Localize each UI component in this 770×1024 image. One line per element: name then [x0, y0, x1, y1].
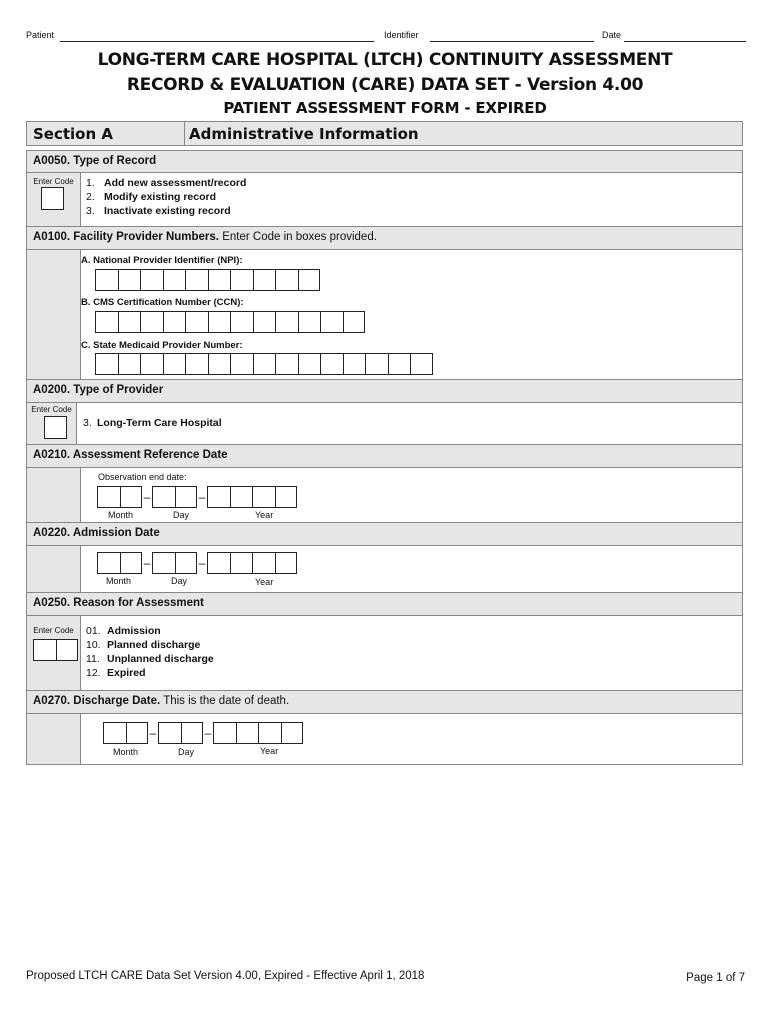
a0050-heading: A0050. Type of Record: [26, 150, 743, 173]
a0100-body: [26, 250, 743, 380]
form-title-line2: RECORD & EVALUATION (CARE) DATA SET - Version 4.00: [126, 75, 644, 95]
section-name: Administrative Information: [189, 125, 419, 143]
npi-input[interactable]: [95, 269, 320, 291]
a0200-body: [26, 403, 743, 445]
a0220-date-input[interactable]: – –: [97, 552, 297, 574]
a0210-heading: A0210. Assessment Reference Date: [26, 445, 743, 468]
a0250-option: 10. Planned discharge: [86, 639, 201, 651]
medicaid-label: C. State Medicaid Provider Number:: [81, 340, 243, 351]
patient-field[interactable]: [60, 41, 374, 42]
a0050-code-col: [27, 173, 81, 226]
a0050-option: 1. Add new assessment/record: [86, 177, 247, 189]
ccn-input[interactable]: [95, 311, 365, 333]
npi-label: A. National Provider Identifier (NPI):: [81, 255, 243, 266]
a0250-code-col: [27, 616, 81, 690]
a0220-date: [81, 546, 742, 592]
identifier-field[interactable]: [430, 41, 594, 42]
page-number: Page 1 of 7: [686, 972, 745, 984]
a0270-heading: A0270. Discharge Date. This is the date of death.: [26, 691, 743, 714]
a0100-fields: [81, 250, 742, 379]
date-field[interactable]: [624, 41, 746, 42]
day-label: Day: [178, 747, 195, 757]
a0050-options: [81, 173, 742, 226]
a0250-heading: A0250. Reason for Assessment: [26, 593, 743, 616]
a0050-body: [26, 173, 743, 227]
ccn-label: B. CMS Certification Number (CCN):: [81, 297, 244, 308]
year-label: Year: [260, 746, 279, 756]
a0250-option: 11. Unplanned discharge: [86, 653, 214, 665]
day-label: Day: [171, 576, 188, 586]
a0050-option: 3. Inactivate existing record: [86, 205, 231, 217]
month-label: Month: [113, 747, 139, 757]
day-label: Day: [173, 510, 190, 520]
a0210-date: [81, 468, 742, 522]
month-label: Month: [108, 510, 134, 520]
a0250-body: [26, 616, 743, 691]
enter-code-label: Enter Code: [33, 177, 74, 186]
month-label: Month: [106, 576, 132, 586]
a0200-option: 3. Long-Term Care Hospital: [83, 417, 222, 429]
identifier-label: Identifier: [384, 30, 419, 40]
section-label: Section A: [27, 122, 185, 145]
a0050-option: 2. Modify existing record: [86, 191, 217, 203]
patient-header: [26, 28, 746, 44]
year-label: Year: [255, 577, 274, 587]
a0200-code-col: [27, 403, 77, 444]
assessment-form: [26, 121, 743, 765]
enter-code-label: Enter Code: [31, 405, 72, 414]
a0050-code-box[interactable]: [41, 187, 64, 210]
a0100-code-col: [27, 250, 81, 379]
a0200-code-box[interactable]: [44, 416, 67, 439]
a0270-body: [26, 714, 743, 765]
a0220-body: [26, 546, 743, 593]
section-header: [26, 121, 743, 146]
a0270-date: [81, 714, 742, 764]
year-label: Year: [255, 510, 274, 520]
a0220-heading: A0220. Admission Date: [26, 523, 743, 546]
a0250-options: [81, 616, 742, 690]
a0250-option: 01. Admission: [86, 625, 161, 637]
enter-code-label: Enter Code: [33, 626, 74, 635]
a0250-code-box[interactable]: [33, 639, 78, 661]
medicaid-input[interactable]: [95, 353, 433, 375]
form-subtitle: PATIENT ASSESSMENT FORM - EXPIRED: [223, 99, 547, 117]
a0210-date-input[interactable]: – –: [97, 486, 297, 508]
date-label: Date: [602, 30, 622, 40]
a0220-code-col: [27, 546, 81, 592]
a0200-heading: A0200. Type of Provider: [26, 380, 743, 403]
a0210-code-col: [27, 468, 81, 522]
observation-label: Observation end date:: [98, 472, 187, 482]
patient-label: Patient: [26, 30, 55, 40]
a0270-date-input[interactable]: – –: [103, 722, 303, 744]
form-title-line1: LONG-TERM CARE HOSPITAL (LTCH) CONTINUITY ASSESSMENT: [97, 50, 673, 70]
a0100-heading: A0100. Facility Provider Numbers. Enter Code in boxes provided.: [26, 227, 743, 250]
footer-version: Proposed LTCH CARE Data Set Version 4.00, Expired - Effective April 1, 2018: [26, 970, 425, 982]
a0250-option: 12. Expired: [86, 667, 146, 679]
a0210-body: [26, 468, 743, 523]
a0270-code-col: [27, 714, 81, 764]
